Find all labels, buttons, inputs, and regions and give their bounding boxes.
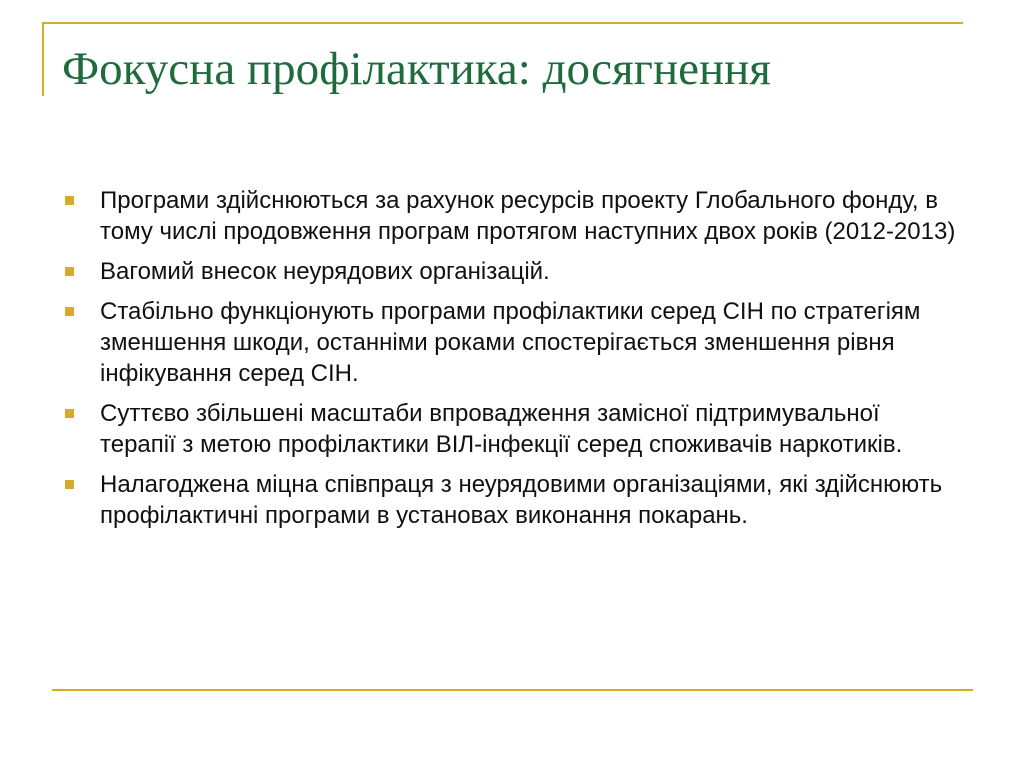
bottom-rule-line bbox=[52, 689, 973, 691]
bullet-text-4: Суттєво збільшені масштаби впровадження замісної підтримувальної терапії з метою профілактики ВІЛ-інфекції серед споживачів наркотиків. bbox=[100, 400, 903, 458]
bullet-item-2 bbox=[62, 256, 962, 287]
left-rule-line bbox=[42, 22, 44, 96]
bullet-text-1: Програми здійснюються за рахунок ресурсів проекту Глобального фонду, в тому числі продовження програм протягом наступних двох років (2012-2013) bbox=[100, 187, 956, 245]
bullet-list bbox=[62, 185, 962, 540]
bullet-text-2: Вагомий внесок неурядових організацій. bbox=[100, 258, 550, 285]
square-bullet-icon bbox=[65, 196, 74, 205]
bullet-text-5: Налагоджена міцна співпраця з неурядовими організаціями, які здійснюють профілактичні програми в установах виконання покарань. bbox=[100, 471, 943, 529]
bullet-item-4 bbox=[62, 398, 962, 460]
bullet-item-1 bbox=[62, 185, 962, 247]
square-bullet-icon bbox=[65, 307, 74, 316]
square-bullet-icon bbox=[65, 480, 74, 489]
bullet-text-3: Стабільно функціонують програми профілактики серед СІН по стратегіям зменшення шкоди, останніми роками спостерігається зменшення рівня інфікування серед СІН. bbox=[100, 298, 921, 387]
bullet-item-3 bbox=[62, 296, 962, 389]
top-rule-line bbox=[42, 22, 963, 24]
bullet-item-5 bbox=[62, 469, 962, 531]
slide-title: Фокусна профілактика: досягнення bbox=[62, 43, 771, 95]
square-bullet-icon bbox=[65, 267, 74, 276]
square-bullet-icon bbox=[65, 409, 74, 418]
